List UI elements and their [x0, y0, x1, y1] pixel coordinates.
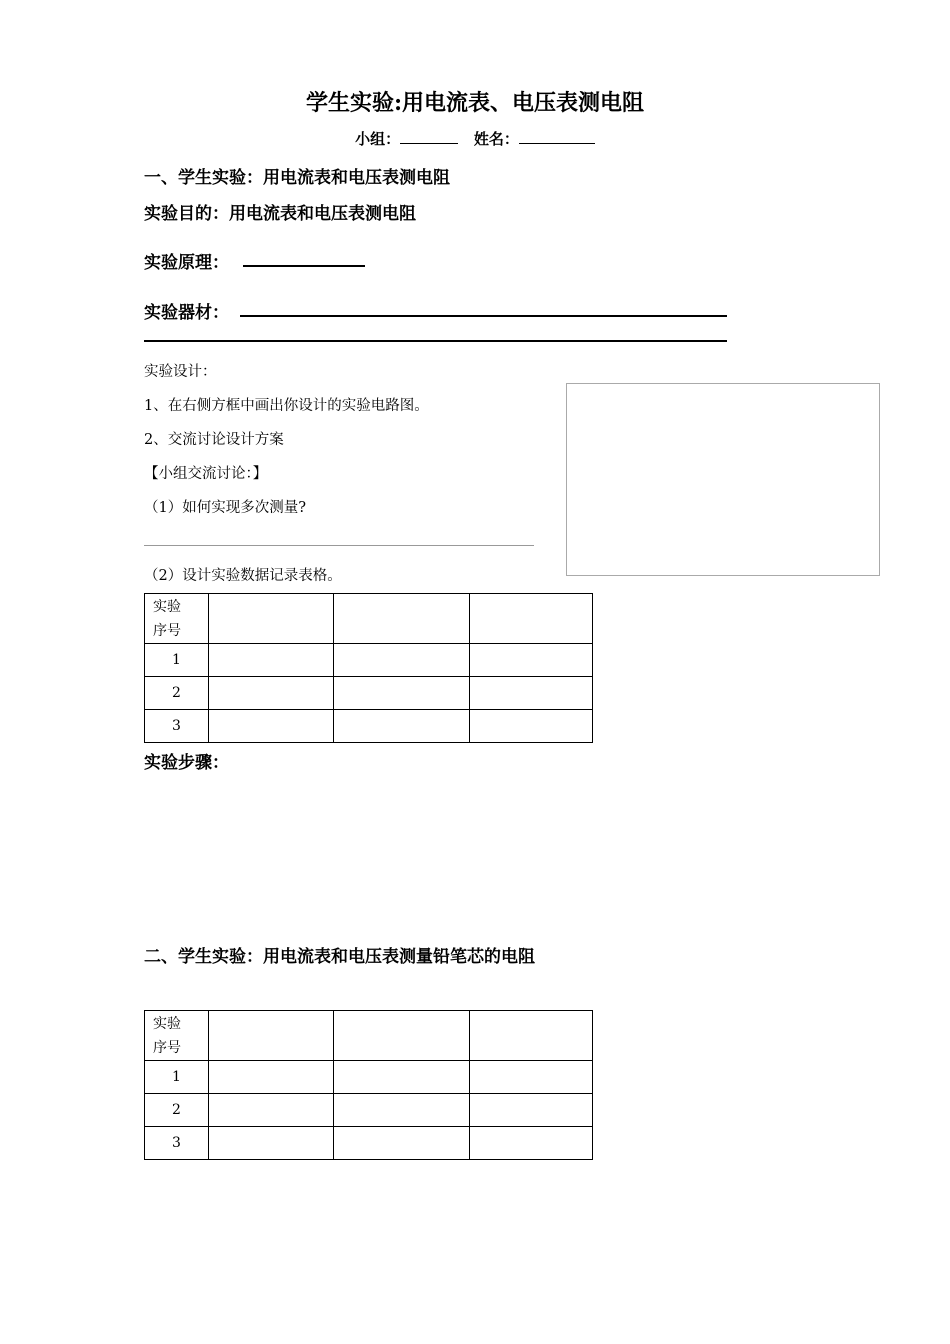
- data-table-2: [144, 1010, 593, 1160]
- page-title: 学生实验:用电流表、电压表测电阻: [305, 90, 645, 116]
- table-row: [145, 710, 593, 743]
- row-number: 1: [145, 644, 209, 677]
- materials-blank-2[interactable]: [144, 340, 727, 342]
- table-row: [145, 677, 593, 710]
- design-label: 实验设计：: [144, 364, 217, 380]
- table-cell[interactable]: [470, 1094, 593, 1127]
- table-cell[interactable]: [209, 1011, 334, 1061]
- data-table-1: [144, 593, 593, 743]
- table-cell[interactable]: [334, 1127, 470, 1160]
- row-number: 2: [145, 1094, 209, 1127]
- table-cell[interactable]: [470, 644, 593, 677]
- row-number: 3: [145, 1127, 209, 1160]
- table-cell[interactable]: [209, 710, 334, 743]
- materials-label: 实验器材：: [144, 303, 229, 323]
- row-number: 2: [145, 677, 209, 710]
- principle-label: 实验原理：: [144, 253, 229, 273]
- table-cell[interactable]: [334, 1011, 470, 1061]
- name-blank[interactable]: [519, 129, 595, 144]
- section1-heading: 一、学生实验：用电流表和电压表测电阻: [144, 168, 450, 188]
- header-cell-seq: 实验 序号: [145, 594, 209, 644]
- table-row: [145, 1127, 593, 1160]
- discussion-label: 【小组交流讨论：】: [144, 466, 268, 482]
- design-step-2: 2、交流讨论设计方案: [144, 432, 284, 448]
- table-cell[interactable]: [209, 1127, 334, 1160]
- table-row: [145, 1061, 593, 1094]
- table-cell[interactable]: [470, 1061, 593, 1094]
- table-cell[interactable]: [209, 644, 334, 677]
- table-cell[interactable]: [209, 677, 334, 710]
- table-header-row: [145, 1011, 593, 1061]
- table-cell[interactable]: [470, 1127, 593, 1160]
- table-cell[interactable]: [334, 1061, 470, 1094]
- table-cell[interactable]: [470, 677, 593, 710]
- group-name-line: [0, 128, 950, 149]
- question-2: （2）设计实验数据记录表格。: [144, 568, 342, 584]
- table-cell[interactable]: [209, 594, 334, 644]
- table-row: [145, 644, 593, 677]
- table-cell[interactable]: [334, 710, 470, 743]
- group-blank[interactable]: [400, 129, 458, 144]
- steps-label: 实验步骤：: [144, 753, 229, 773]
- table-row: [145, 1094, 593, 1127]
- design-step-1: 1、在右侧方框中画出你设计的实验电路图。: [144, 398, 429, 414]
- table-cell[interactable]: [334, 644, 470, 677]
- principle-blank[interactable]: [243, 265, 365, 267]
- table-cell[interactable]: [470, 594, 593, 644]
- name-label: 姓名：: [473, 130, 519, 148]
- header-cell-seq: 实验 序号: [145, 1011, 209, 1061]
- row-number: 1: [145, 1061, 209, 1094]
- section2-heading: 二、学生实验：用电流表和电压表测量铅笔芯的电阻: [144, 947, 535, 967]
- table-cell[interactable]: [209, 1094, 334, 1127]
- answer-line-q1[interactable]: [144, 545, 534, 546]
- group-label: 小组：: [355, 130, 401, 148]
- materials-blank-1[interactable]: [240, 315, 727, 317]
- table-cell[interactable]: [470, 710, 593, 743]
- table-header-row: [145, 594, 593, 644]
- table-cell[interactable]: [470, 1011, 593, 1061]
- circuit-diagram-box[interactable]: [566, 383, 880, 576]
- table-cell[interactable]: [334, 594, 470, 644]
- row-number: 3: [145, 710, 209, 743]
- purpose-line: 实验目的：用电流表和电压表测电阻: [144, 204, 416, 224]
- table-cell[interactable]: [209, 1061, 334, 1094]
- question-1: （1）如何实现多次测量?: [144, 500, 306, 516]
- table-cell[interactable]: [334, 677, 470, 710]
- table-cell[interactable]: [334, 1094, 470, 1127]
